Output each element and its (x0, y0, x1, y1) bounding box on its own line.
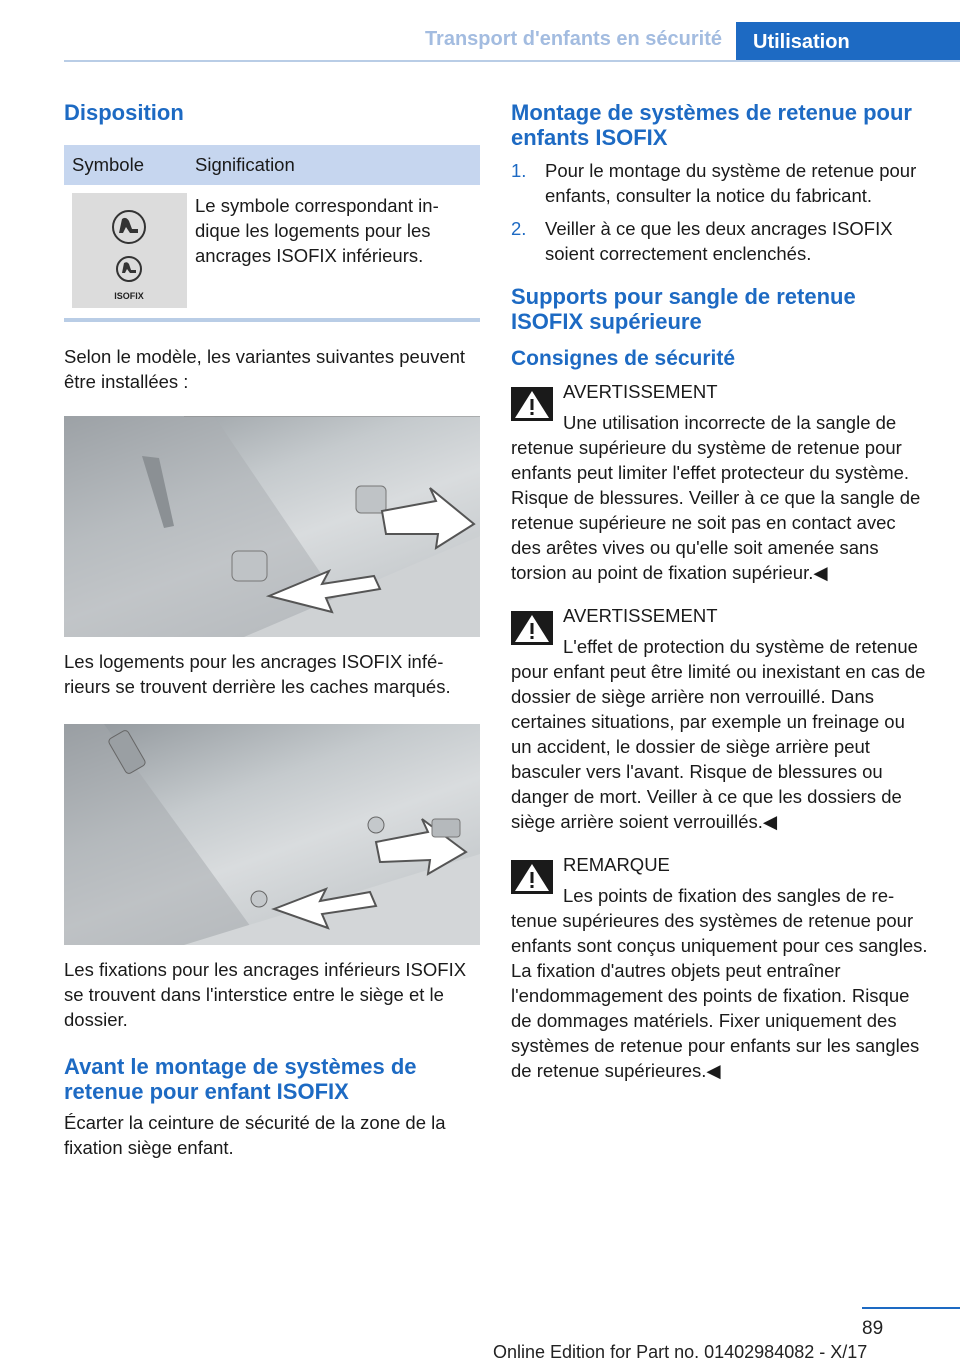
list-item (511, 216, 929, 266)
disposition-heading: Disposition (64, 100, 184, 125)
left-column (64, 100, 480, 1160)
col-header-symbol: Symbole (64, 145, 187, 185)
table-rule (64, 318, 480, 322)
before-install-heading: Avant le montage de systèmes de retenue pour enfant ISOFIX (64, 1054, 417, 1104)
symbol-table (64, 145, 480, 308)
isofix-label: ISOFIX (114, 291, 144, 301)
edition-note: Online Edition for Part no. 01402984082 - X/17 (493, 1342, 868, 1362)
warning-text: Une utilisation incorrecte de la sangle de retenue supérieure du système de retenue pour enfants peut limiter l'effet protecteur du système. Risque de blessures. Veiller à ce que la sangle de retenue supérieure ne soit pas en contact avec des arêtes vives ou qu'elle soit amenée sans torsion au point de fixation supérieur.◀ (511, 412, 921, 583)
header-section-title: Transport d'enfants en sécurité (424, 28, 722, 50)
col-header-meaning: Signification (187, 145, 480, 185)
header-chapter-tab: Utilisation (736, 22, 960, 62)
step-number: 1. (511, 160, 527, 181)
warning-block (511, 379, 929, 585)
warning-triangle-icon (511, 387, 553, 421)
note-title: REMARQUE (563, 854, 670, 875)
header-rule (64, 60, 960, 62)
before-install-text: Écarter la ceinture de sécurité de la zone de la fixation siège enfant. (64, 1112, 446, 1158)
warning-block (511, 603, 929, 834)
note-text: Les points de fixation des sangles de retenue supérieures des systèmes de retenue pour enfants sont conçus uniquement pour ces sangles. La fixation d'autres objets peut entraîner l'endommagement des points de fixation. Risque de dommages matériels. Fixer uniquement des systèmes de retenue pour enfants sur les sangles de retenue supérieures.◀ (511, 885, 928, 1081)
top-tether-heading: Supports pour sangle de retenue ISOFIX supérieure (511, 284, 856, 334)
safety-heading: Consignes de sécurité (511, 347, 736, 370)
isofix-gap-photo (64, 724, 480, 945)
right-column (511, 100, 929, 1083)
warning-triangle-icon (511, 860, 553, 894)
warning-text: L'effet de protection du système de retenue pour enfant peut être limité ou inexistant en cas de dossier de siège arrière non verrouillé. Dans certaines situations, par exemple un freinage ou un accident, le dossier de siège arrière peut basculer vers l'avant. Risque de blessures ou danger de mort. Veiller à ce que les dossiers de siège arrière soient verrouillés.◀ (511, 636, 926, 832)
gap-caption: Les fixations pour les ancrages inférieurs ISOFIX se trouvent dans l'interstice entre le siège et le dossier. (64, 959, 467, 1030)
warning-title: AVERTISSEMENT (563, 381, 718, 402)
warning-title: AVERTISSEMENT (563, 605, 718, 626)
install-steps (511, 158, 929, 266)
step-text: Veiller à ce que les deux ancrages ISOFIX soient correctement enclenchés. (545, 218, 893, 264)
list-item (511, 158, 929, 208)
symbol-meaning: Le symbole correspondant indique les logements pour les ancrages ISOFIX inférieurs. (195, 195, 439, 266)
step-number: 2. (511, 218, 527, 239)
note-block (511, 852, 929, 1083)
step-text: Pour le montage du système de retenue pour enfants, consulter la notice du fabricant. (545, 160, 917, 206)
variants-intro: Selon le modèle, les variantes suivantes peuvent être installées : (64, 346, 466, 392)
isofix-covers-photo (64, 416, 480, 637)
warning-triangle-icon (511, 611, 553, 645)
covers-caption: Les logements pour les ancrages ISOFIX inférieurs se trouvent derrière les caches marqués. (64, 651, 451, 697)
page-number: 89 (862, 1318, 884, 1339)
isofix-symbol-icon (72, 193, 187, 308)
footer-rule (862, 1307, 960, 1309)
install-heading: Montage de systèmes de retenue pour enfants ISOFIX (511, 100, 912, 150)
